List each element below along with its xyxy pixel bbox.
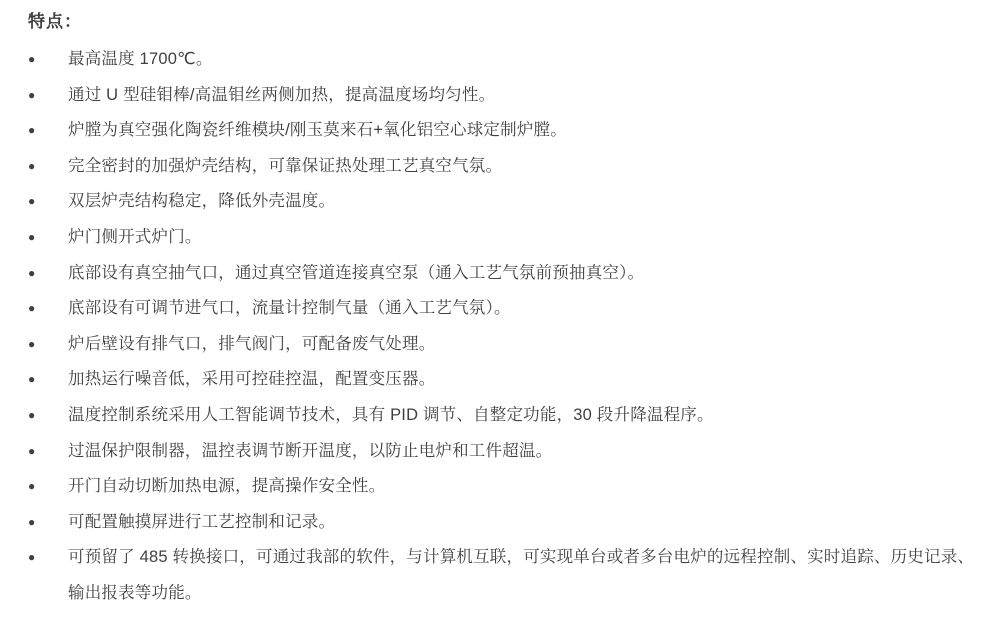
- feature-text: 完全密封的加强炉壳结构，可靠保证热处理工艺真空气氛。: [68, 156, 503, 175]
- bullet-icon: ●: [28, 158, 36, 173]
- features-list: [28, 42, 987, 612]
- bullet-icon: ●: [28, 301, 36, 316]
- feature-item: [28, 505, 987, 541]
- bullet-icon: ●: [28, 123, 36, 138]
- feature-text: 可配置触摸屏进行工艺控制和记录。: [68, 512, 336, 531]
- feature-item: [28, 78, 987, 114]
- features-heading: 特点：: [28, 12, 82, 31]
- feature-text: 温度控制系统采用人工智能调节技术，具有 PID 调节、自整定功能，30 段升降温程序。: [68, 405, 714, 424]
- feature-item: [28, 434, 987, 470]
- bullet-icon: ●: [28, 550, 36, 565]
- bullet-icon: ●: [28, 229, 36, 244]
- feature-text: 开门自动切断加热电源，提高操作安全性。: [68, 477, 386, 496]
- feature-text: 过温保护限制器，温控表调节断开温度，以防止电炉和工件超温。: [68, 441, 553, 460]
- feature-text: 可预留了 485 转换接口，可通过我部的软件，与计算机互联，可实现单台或者多台电炉的远程控制、实时追踪、历史记录、输出报表等功能。: [68, 548, 975, 602]
- bullet-icon: ●: [28, 479, 36, 494]
- bullet-icon: ●: [28, 87, 36, 102]
- feature-item: [28, 398, 987, 434]
- feature-item: [28, 113, 987, 149]
- bullet-icon: ●: [28, 265, 36, 280]
- feature-item: [28, 149, 987, 185]
- bullet-icon: ●: [28, 443, 36, 458]
- feature-item: [28, 184, 987, 220]
- bullet-icon: ●: [28, 336, 36, 351]
- bullet-icon: ●: [28, 514, 36, 529]
- bullet-icon: ●: [28, 407, 36, 422]
- feature-text: 底部设有真空抽气口，通过真空管道连接真空泵（通入工艺气氛前预抽真空）。: [68, 263, 645, 282]
- feature-text: 双层炉壳结构稳定，降低外壳温度。: [68, 192, 336, 211]
- feature-item: [28, 42, 987, 78]
- feature-text: 炉后壁设有排气口，排气阀门，可配备废气处理。: [68, 334, 436, 353]
- feature-text: 炉膛为真空强化陶瓷纤维模块/刚玉莫来石+氧化铝空心球定制炉膛。: [68, 121, 567, 140]
- feature-text: 炉门侧开式炉门。: [68, 227, 202, 246]
- feature-item: [28, 327, 987, 363]
- feature-text: 底部设有可调节进气口，流量计控制气量（通入工艺气氛）。: [68, 299, 511, 318]
- bullet-icon: ●: [28, 194, 36, 209]
- feature-item: [28, 469, 987, 505]
- feature-item: [28, 291, 987, 327]
- feature-text: 通过 U 型硅钼棒/高温钼丝两侧加热，提高温度场均匀性。: [68, 85, 496, 104]
- bullet-icon: ●: [28, 372, 36, 387]
- feature-text: 最高温度 1700℃。: [68, 50, 213, 68]
- feature-item: [28, 256, 987, 292]
- bullet-icon: ●: [28, 52, 36, 66]
- feature-text: 加热运行噪音低，采用可控硅控温，配置变压器。: [68, 370, 436, 389]
- feature-item: [28, 362, 987, 398]
- feature-item: [28, 220, 987, 256]
- feature-item: [28, 540, 987, 611]
